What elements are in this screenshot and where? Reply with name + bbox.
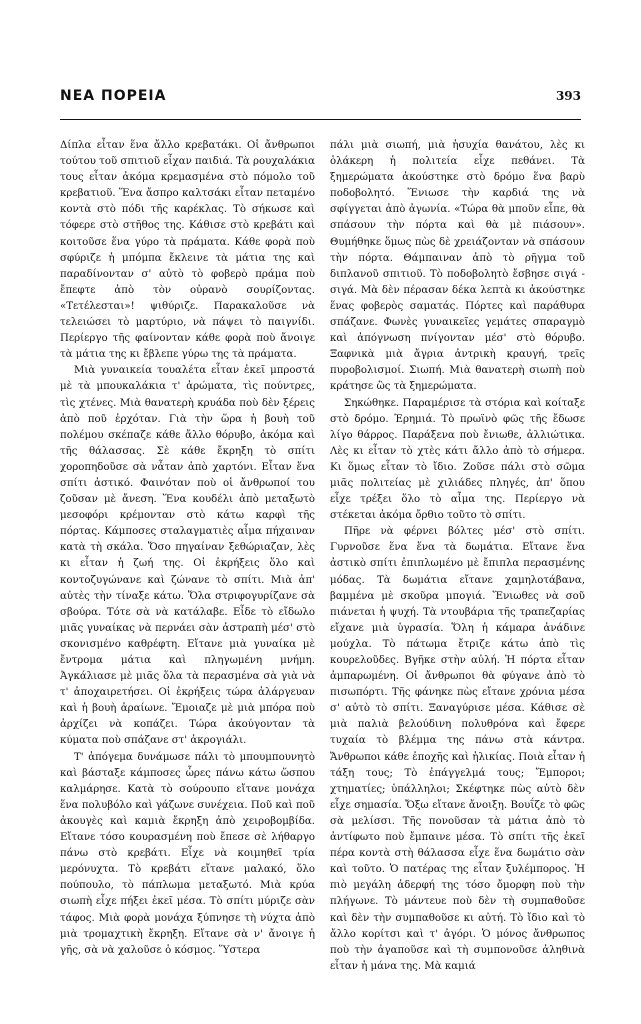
paragraph: πάλι μιὰ σιωπή, μιὰ ἡσυχία θανάτου, λὲς κι ὁλάκερη ἡ πολιτεία εἶχε πεθάνει. Τὰ ξημερώματα ἀκούστηκε στὸ δρόμο ἕνα βαρὺ ποδοβολητό. Ἕνιωσε τὴν καρδιά της νὰ σφίγγεται ἀπὸ ἀγωνία. «Τώρα θὰ μποῦν εἶπε, θὰ σπάσουν τὴν πόρτα καὶ θὰ μὲ πιάσουν». Θυμήθηκε ὅμως πὼς δὲ χρειάζονταν νὰ σπάσουν τὴν πόρτα. Θάμπαιναν ἀπὸ τὸ ρῆγμα τοῦ διπλανοῦ σπιτιοῦ. Τὸ ποδοβολητὸ ἔσβησε σιγά - σιγά. Μὰ δὲν πέρασαν δέκα λεπτὰ κι ἀκούστηκε ἕνας φοβερὸς σαματάς. Πόρτες καὶ παράθυρα σπάζανε. Φωνὲς γυναικεῖες γεμάτες σπαραγμὸ καὶ ἀπόγνωση πνίγονταν μέσ' στὸ θόρυβο. Ξαφνικὰ μιὰ ἄγρια ἀντρικὴ κραυγή, τρεῖς πυροβολισμοί. Σιωπή. Μιὰ θανατερὴ σιωπὴ ποὺ κράτησε ὣς τὰ ξημερώματα. [330,140,585,393]
paragraph: Δίπλα εἶταν ἕνα ἄλλο κρεβατάκι. Οἱ ἄνθρωποι τούτου τοῦ σπιτιοῦ εἶχαν παιδιά. Τὰ ρουχαλάκια τους εἶταν ἀκόμα κρεμασμένα στὸ πόμολο τοῦ κρεβατιοῦ. Ἕνα ἄσπρο καλτσάκι εἶταν πεταμένο κοντὰ στὸ πόδι τῆς καρέκλας. Τὸ σήκωσε καὶ τόφερε στὸ στῆθος της. Κάθισε στὸ κρεβάτι καὶ κοιτοῦσε ἕνα γύρο τὰ πράματα. Κάθε φορὰ ποὺ σφύριζε ἡ μπόμπα ἔκλεινε τὰ μάτια της καὶ παραδίνονταν σ' αὐτὸ τὸ φοβερὸ πράμα ποὺ ἔπεφτε ἀπὸ τὸν οὐρανὸ σουρίζοντας. «Τετέλεσται»! ψιθύριζε. Παρακαλοῦσε νὰ τελειώσει τὸ μαρτύριο, νὰ πάψει τὸ παιγνίδι. Περίεργο τῆς φαίνονταν κάθε φορὰ ποὺ ἄνοιγε τὰ μάτια της κι ἔβλεπε γύρω της τὰ πράματα. [60,140,315,361]
paragraph: Πῆρε νὰ φέρνει βόλτες μέσ' στὸ σπίτι. Γυρνοῦσε ἕνα ἕνα τὰ δωμάτια. Εἴτανε ἕνα ἀστικὸ σπίτι ἐπιπλωμένο μὲ ἔπιπλα περασμένης μόδας. Τὰ δωμάτια εἴτανε χαμηλοτάβανα, βαμμένα μὲ σκοῦρα μπογιά. Ἕνιωθες νὰ σοῦ πιάνεται ἡ ψυχή. Τὰ ντουβάρια τῆς τραπεζαρίας εἴχανε μιὰ ὑγρασία. Ὅλη ἡ κάμαρα ἀνάδινε μούχλα. Τὸ πάτωμα ἔτριζε κάτω ἀπὸ τὶς κουρελοῦδες. Βγῆκε στὴν αὐλή. Ἡ πόρτα εἶταν ἀμπαρωμένη. Οἱ ἄνθρωποι θὰ φύγανε ἀπὸ τὸ πισωπόρτι. Τῆς φάνηκε πὼς εἴτανε χρόνια μέσα σ' αὐτὸ τὸ σπίτι. Ξαναγύρισε μέσα. Κάθισε σὲ μιὰ παλιὰ βελούδινη πολυθρόνα καὶ ἔφερε τυχαία τὸ βλέμμα της πάνω στὰ κάντρα. Ἄνθρωποι κάθε ἐποχῆς καὶ ἡλικίας. Ποιὰ εἶταν ἡ τάξη τους; Τὸ ἐπάγγελμά τους; Ἔμποροι; χτηματίες; ὑπάλληλοι; Σκέφτηκε πὼς αὐτὸ δὲν εἶχε σημασία. Ὄξω εἴτανε ἄνοιξη. Βουΐζε τὸ φῶς σὰ μελίσσι. Τῆς πονοῦσαν τὰ μάτια ἀπὸ τὸ ἀντίφωτο ποὺ ἔμπαινε μέσα. Τὸ σπίτι τῆς ἐκεῖ πέρα κοντὰ στὴ θάλασσα εἶχε ἕνα δωμάτιο σὰν καὶ τοῦτο. Ὁ πατέρας της εἶταν ξυλέμπορος. Ἡ πιὸ μεγάλη ἀδερφή της τόσο ὄμορφη ποὺ τὴν πλήγωνε. Τὸ μάντευε ποὺ δὲν τὴ συμπαθοῦσε καὶ δὲν τὴν συμπαθοῦσε κι αὐτή. Τὸ ἴδιο καὶ τὸ ἄλλο κορίτσι καὶ τ' ἀγόρι. Ὁ μόνος ἄνθρωπος ποὺ τὴν ἀγαποῦσε καὶ τὴ συμπονοῦσε ἀληθινὰ εἶταν ἡ μάνα της. Μὰ καμιά [330,526,585,972]
journal-title: ΝΕΑ ΠΟΡΕΙΑ [60,88,167,104]
paragraph: Μιὰ γυναικεία τουαλέτα εἶταν ἐκεῖ μπροστά μὲ τὰ μπουκαλάκια τ' ἀρώματα, τὶς πούντρες, τὶς χτένες. Μιὰ θανατερὴ κρυάδα ποὺ δὲν ξέρεις ἀπὸ ποῦ ἐρχόταν. Γιὰ τὴν ὥρα ἡ βουὴ τοῦ πολέμου σκέπαζε κάθε ἄλλο θόρυβο, ἀκόμα καὶ τῆς θάλασσας. Σὲ κάθε ἔκρηξη τὸ σπίτι χοροπηδοῦσε σὰ νἆταν ἀπὸ χαρτόνι. Εἶταν ἕνα σπίτι ἀστικό. Φαινόταν ποὺ οἱ ἄνθρωποί του ζοῦσαν μὲ ἄνεση. Ἕνα κουδέλι ἀπὸ μεταξωτὸ μεσοφόρι κρέμονταν στὸ κάτω καρφὶ τῆς πόρτας. Κάμποσες σταλαγματιὲς αἷμα πήχαιναν κατὰ τὴ σκάλα. Ὅσο πηγαίναν ξεθώριαζαν, λὲς κι εἶταν ἡ ζωή της. Οἱ ἐκρήξεις ὅλο καὶ κοντοζυγώνανε καὶ ζώνανε τὸ σπίτι. Μιὰ ἀπ' αὐτὲς τὴν τίναξε κάτω. Ὅλα στριφογυρίζανε σὰ σβούρα. Τότε σὰ νὰ κατάλαβε. Εἶδε τὸ εἴδωλο μιᾶς γυναίκας νὰ περνάει σὰν ἀστραπὴ μέσ' στὸ σκονισμένο καθρέφτη. Εἴτανε μιὰ γυναίκα μὲ ἔντρομα μάτια καὶ πληγωμένη μνήμη. Ἀγκάλιασε μὲ μιᾶς ὅλα τὰ περασμένα σὰ γιὰ νὰ τ' ἀποχαιρετήσει. Οἱ ἐκρήξεις τώρα ἀλάργευαν καὶ ἡ βουὴ ἀραίωνε. Ἔμοιαζε μὲ μιὰ μπόρα ποὺ ἀρχίζει νὰ κοπάζει. Τώρα ἀκούγονταν τὰ κύματα ποὺ σπάζανε στ' ἀκρογιάλι. [60,365,315,747]
page-number: 393 [555,89,581,103]
left-text-column [60,138,315,959]
running-header [60,86,581,110]
header-rule [60,119,581,120]
right-text-column [330,138,585,975]
paragraph: Σηκώθηκε. Παραμέρισε τὰ στόρια καὶ κοίταξε στὸ δρόμο. Ἐρημιά. Τὸ πρωϊνὸ φῶς τῆς ἔδωσε λίγο θάρρος. Παράξενα ποὺ ἔνιωθε, ἀλλιώτικα. Λὲς κι εἶταν τὸ χτὲς κάτι ἄλλο ἀπὸ τὸ σήμερα. Κι ὅμως εἶταν τὸ ἴδιο. Ζοῦσε πάλι στὸ σῶμα μιᾶς πολιτείας μὲ χιλιάδες πληγές, ἀπ' ὅπου εἶχε τρέξει ὅλο τὸ αἷμα της. Περίεργο νὰ στέκεται ἀκόμα ὄρθιο τοῦτο τὸ σπίτι. [330,397,585,522]
paragraph: Τ' ἀπόγεμα δυνάμωσε πάλι τὸ μπουμπουνητὸ καὶ βάσταξε κάμποσες ὧρες πάνω κάτω ὥσπου καλμάρησε. Κατὰ τὸ σούρουπο εἴτανε μονάχα ἕνα πολυβόλο καὶ γάζωνε συνέχεια. Ποῦ καὶ ποῦ ἀκουγὲς καὶ καμιὰ ἔκρηξη ἀπὸ χειροβομβίδα. Εἴτανε τόσο κουρασμένη ποὺ ἔπεσε σὲ λήθαργο πάνω στὸ κρεβάτι. Εἶχε νὰ κοιμηθεῖ τρία μερόνυχτα. Τὸ κρεβάτι εἴτανε μαλακό, ὅλο πούπουλο, τὸ πάπλωμα μεταξωτό. Μιὰ κρύα σιωπὴ εἶχε πήξει ἐκεῖ μέσα. Τὸ σπίτι μύριζε σὰν τάφος. Μιὰ φορὰ μονάχα ξύπνησε τὴ νύχτα ἀπὸ μιὰ τρομαχτικὴ ἔκρηξη. Εἴτανε σὰ ν' ἄνοιγε ἡ γῆς, σὰ νὰ χαλοῦσε ὁ κόσμος. Ὕστερα [60,751,315,956]
